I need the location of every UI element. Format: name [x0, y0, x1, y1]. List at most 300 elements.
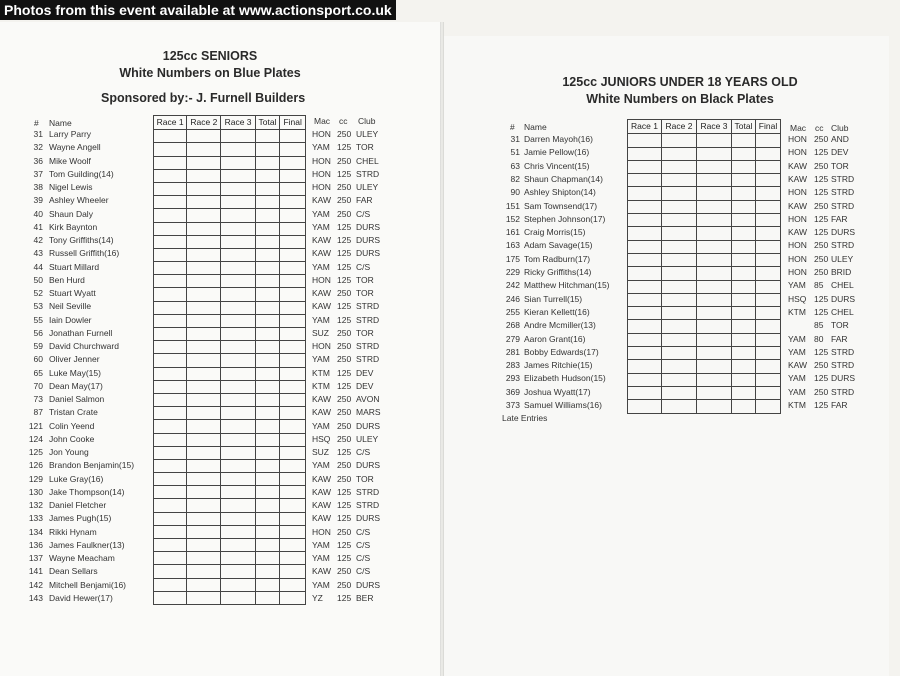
left-score-cell-race1: [154, 262, 187, 275]
left-score-cell-total: [255, 301, 280, 314]
left-score-cell-final: [280, 143, 306, 156]
right-rider-club: TOR: [831, 320, 849, 331]
left-rider-number: 31: [33, 129, 43, 139]
left-rider-club: CHEL: [356, 155, 379, 166]
right-rider-club: TOR: [831, 160, 849, 171]
right-grid-row: [628, 293, 781, 306]
left-score-cell-race1: [154, 156, 187, 169]
left-score-cell-race3: [221, 248, 255, 261]
right-rider-name: Ashley Shipton(14): [524, 187, 596, 198]
left-score-cell-race2: [187, 341, 221, 354]
left-rider-cc: 250: [337, 354, 352, 365]
right-score-cell-final: [756, 333, 781, 346]
right-rider-cc: 125: [814, 187, 829, 198]
right-rider-machine: YAM: [788, 280, 806, 291]
left-score-cell-total: [255, 143, 280, 156]
left-score-cell-race3: [221, 552, 255, 565]
left-grid-row: [154, 222, 306, 235]
left-score-cell-total: [255, 367, 280, 380]
left-rider-machine: KTM: [312, 367, 330, 378]
left-rider-name: Wayne Meacham: [49, 553, 115, 563]
left-rider-cc: 250: [337, 288, 352, 298]
right-rider-cc: 250: [814, 253, 829, 264]
left-rider-cc: 125: [337, 553, 352, 563]
left-grid-row: [154, 169, 306, 182]
right-score-cell-race1: [628, 267, 662, 280]
left-grid-row: [154, 156, 306, 169]
right-grid-row: [628, 253, 781, 266]
left-rider-cc: 125: [337, 274, 352, 285]
right-score-cell-race2: [662, 214, 697, 227]
left-score-cell-final: [280, 459, 306, 472]
right-rider-number: 283: [505, 360, 520, 371]
right-score-cell-total: [732, 200, 756, 213]
left-rider-club: DURS: [356, 235, 381, 245]
left-score-cell-race2: [187, 235, 221, 248]
left-score-cell-race3: [221, 367, 255, 380]
right-grid-row: [628, 373, 781, 386]
left-score-cell-total: [255, 473, 280, 486]
left-score-cell-final: [280, 539, 306, 552]
left-score-cell-total: [255, 341, 280, 354]
right-score-cell-race1: [628, 373, 662, 386]
right-rider-cc: 250: [814, 240, 829, 251]
right-score-cell-race2: [662, 360, 697, 373]
left-score-cell-race2: [187, 420, 221, 433]
left-score-cell-race1: [154, 169, 187, 182]
left-rider-cc: 250: [337, 407, 352, 418]
left-rider-cc: 250: [337, 327, 352, 338]
late-entries-label: Late Entries: [502, 413, 548, 423]
left-rider-number: 73: [33, 394, 43, 404]
right-grid-row: [628, 333, 781, 346]
left-score-cell-total: [255, 525, 280, 538]
right-rider-name: Chris Vincent(15): [524, 160, 590, 171]
left-rider-club: BER: [356, 592, 374, 603]
right-rider-number: 63: [510, 160, 520, 171]
right-rider-machine: YAM: [788, 373, 806, 384]
left-score-cell-race2: [187, 565, 221, 578]
right-score-cell-race3: [697, 174, 732, 187]
right-score-cell-race2: [662, 200, 697, 213]
left-rider-number: 40: [33, 208, 43, 219]
right-rider-name: Bobby Edwards(17): [524, 346, 599, 357]
right-grid-row: [628, 200, 781, 213]
left-score-cell-race3: [221, 156, 255, 169]
left-rider-name: Ben Hurd: [49, 274, 85, 285]
right-score-cell-total: [732, 134, 756, 147]
left-rider-machine: KAW: [312, 301, 332, 312]
left-score-cell-race3: [221, 341, 255, 354]
left-score-cell-race2: [187, 196, 221, 209]
left-score-cell-race3: [221, 486, 255, 499]
left-hdr-total: Total: [255, 116, 280, 130]
left-rider-club: TOR: [356, 274, 374, 285]
left-rider-name: Tom Guilding(14): [49, 168, 114, 179]
left-grid-row: [154, 367, 306, 380]
left-rider-machine: YAM: [312, 460, 330, 471]
left-score-cell-final: [280, 169, 306, 182]
right-rider-number: 82: [510, 173, 520, 184]
left-rider-name: Kirk Baynton: [49, 221, 98, 232]
right-rider-name: Andre Mcmiller(13): [524, 320, 596, 331]
left-rider-name: Russell Griffith(16): [49, 248, 120, 259]
right-score-cell-final: [756, 134, 781, 147]
right-score-cell-final: [756, 347, 781, 360]
right-score-cell-race2: [662, 134, 697, 147]
right-rider-number: 242: [505, 280, 520, 291]
right-grid-row: [628, 320, 781, 333]
left-score-cell-race2: [187, 512, 221, 525]
right-score-cell-race3: [697, 386, 732, 399]
left-hdr-cc: cc: [339, 116, 348, 126]
right-rider-name: Sam Townsend(17): [524, 200, 598, 211]
left-score-cell-race2: [187, 591, 221, 604]
right-score-cell-race3: [697, 333, 732, 346]
left-score-cell-race1: [154, 578, 187, 591]
left-rider-cc: 125: [337, 539, 352, 550]
left-rider-cc: 250: [337, 208, 352, 219]
right-hdr-mac: Mac: [790, 123, 807, 133]
left-score-cell-race3: [221, 209, 255, 222]
left-rider-name: Oliver Jenner: [49, 354, 100, 365]
right-grid-row: [628, 280, 781, 293]
left-rider-number: 126: [28, 460, 43, 471]
left-score-cell-race3: [221, 525, 255, 538]
left-score-cell-final: [280, 473, 306, 486]
left-score-cell-race1: [154, 473, 187, 486]
right-rider-name: Joshua Wyatt(17): [524, 386, 591, 397]
right-rider-machine: YAM: [788, 333, 806, 344]
right-score-cell-total: [732, 253, 756, 266]
left-score-cell-final: [280, 182, 306, 195]
left-score-cell-final: [280, 288, 306, 301]
left-score-cell-race2: [187, 354, 221, 367]
left-rider-number: 121: [28, 420, 43, 431]
left-score-cell-race2: [187, 393, 221, 406]
right-score-cell-race3: [697, 347, 732, 360]
left-score-cell-race2: [187, 486, 221, 499]
left-rider-club: ULEY: [356, 433, 379, 444]
left-rider-name: Stuart Millard: [49, 261, 100, 272]
left-rider-machine: KAW: [312, 473, 332, 484]
left-rider-number: 70: [33, 380, 43, 391]
left-rider-number: 143: [28, 592, 43, 603]
right-score-cell-total: [732, 187, 756, 200]
left-rider-cc: 125: [337, 314, 352, 325]
left-score-cell-total: [255, 552, 280, 565]
left-rider-club: C/S: [356, 553, 371, 563]
right-score-cell-final: [756, 253, 781, 266]
right-rider-number: 163: [505, 240, 520, 251]
left-rider-machine: KTM: [312, 380, 330, 391]
right-rider-name: Jamie Pellow(16): [524, 147, 590, 158]
left-grid-row: [154, 248, 306, 261]
right-rider-name: James Ritchie(15): [524, 360, 593, 371]
left-rider-club: DEV: [356, 380, 374, 391]
left-rider-cc: 250: [337, 473, 352, 484]
left-rider-club: C/S: [356, 566, 371, 577]
right-score-cell-race3: [697, 214, 732, 227]
left-grid-row: [154, 275, 306, 288]
left-rider-machine: HON: [312, 155, 331, 166]
left-rider-number: 55: [33, 314, 43, 325]
left-rider-name: Rikki Hynam: [49, 526, 97, 537]
left-rider-number: 36: [33, 155, 43, 166]
right-score-cell-final: [756, 400, 781, 413]
right-rider-name: Shaun Chapman(14): [524, 173, 603, 184]
left-score-cell-race3: [221, 328, 255, 341]
left-rider-number: 129: [28, 473, 43, 484]
left-score-cell-race3: [221, 446, 255, 459]
left-rider-number: 43: [33, 248, 43, 259]
left-rider-number: 141: [28, 566, 43, 577]
left-rider-name: Jake Thompson(14): [49, 486, 125, 497]
right-score-cell-race1: [628, 253, 662, 266]
left-score-cell-race1: [154, 420, 187, 433]
right-score-cell-final: [756, 373, 781, 386]
left-rider-machine: YAM: [312, 539, 330, 550]
left-rider-cc: 250: [337, 420, 352, 431]
left-grid-row: [154, 578, 306, 591]
left-score-cell-final: [280, 512, 306, 525]
left-grid-row: [154, 446, 306, 459]
right-score-cell-race3: [697, 187, 732, 200]
right-rider-cc: 250: [814, 160, 829, 171]
left-rider-number: 37: [33, 168, 43, 179]
left-rider-cc: 125: [337, 235, 352, 245]
left-rider-name: Daniel Salmon: [49, 394, 105, 404]
left-hdr-club: Club: [358, 116, 376, 126]
left-score-cell-race2: [187, 143, 221, 156]
right-score-cell-race2: [662, 174, 697, 187]
left-score-cell-total: [255, 156, 280, 169]
right-score-cell-total: [732, 347, 756, 360]
right-rider-number: 161: [505, 227, 520, 238]
right-score-cell-total: [732, 400, 756, 413]
right-grid-row: [628, 174, 781, 187]
left-grid-row: [154, 591, 306, 604]
right-score-cell-race3: [697, 134, 732, 147]
right-rider-club: FAR: [831, 400, 848, 410]
left-rider-machine: YAM: [312, 142, 330, 153]
left-rider-machine: KAW: [312, 407, 332, 418]
left-score-cell-race2: [187, 248, 221, 261]
left-grid-row: [154, 525, 306, 538]
left-grid-row: [154, 459, 306, 472]
left-rider-name: Larry Parry: [49, 129, 92, 139]
left-score-cell-final: [280, 499, 306, 512]
right-rider-club: STRD: [831, 187, 855, 198]
right-rider-cc: 125: [814, 373, 829, 384]
right-score-cell-race2: [662, 267, 697, 280]
left-score-cell-final: [280, 486, 306, 499]
left-grid-row: [154, 196, 306, 209]
left-rider-club: C/S: [356, 526, 371, 537]
left-score-cell-race1: [154, 499, 187, 512]
left-score-cell-race2: [187, 459, 221, 472]
left-score-cell-race1: [154, 459, 187, 472]
right-score-cell-race3: [697, 293, 732, 306]
left-score-cell-final: [280, 301, 306, 314]
right-rider-club: CHEL: [831, 280, 854, 291]
left-score-cell-race2: [187, 130, 221, 143]
left-rider-name: Dean May(17): [49, 380, 103, 391]
left-rider-club: TOR: [356, 142, 374, 153]
left-rider-name: Luke May(15): [49, 367, 101, 378]
left-score-cell-race1: [154, 525, 187, 538]
left-score-cell-total: [255, 393, 280, 406]
left-rider-number: 87: [33, 407, 43, 418]
right-rider-number: 151: [505, 200, 520, 211]
left-score-cell-race2: [187, 433, 221, 446]
right-rider-number: 175: [505, 253, 520, 264]
right-hdr-num: #: [510, 122, 515, 132]
left-rider-machine: YAM: [312, 261, 330, 272]
right-grid-row: [628, 227, 781, 240]
right-hdr-race3: Race 3: [697, 120, 732, 134]
right-rider-club: ULEY: [831, 253, 854, 264]
left-rider-machine: HSQ: [312, 433, 331, 444]
right-rider-name: Stephen Johnson(17): [524, 213, 606, 224]
left-rider-club: DURS: [356, 221, 381, 232]
right-score-cell-total: [732, 373, 756, 386]
left-score-cell-race2: [187, 552, 221, 565]
left-grid-row: [154, 512, 306, 525]
right-rider-cc: 125: [814, 173, 829, 184]
right-score-cell-race2: [662, 347, 697, 360]
right-score-cell-race2: [662, 307, 697, 320]
right-rider-club: STRD: [831, 200, 855, 211]
left-score-cell-total: [255, 591, 280, 604]
left-score-cell-race3: [221, 459, 255, 472]
right-hdr-club: Club: [831, 123, 849, 133]
right-rider-name: Tom Radburn(17): [524, 253, 591, 264]
right-rider-name: Craig Morris(15): [524, 227, 586, 238]
left-rider-machine: KAW: [312, 235, 332, 245]
left-rider-number: 134: [28, 526, 43, 537]
left-score-cell-race1: [154, 235, 187, 248]
left-score-cell-total: [255, 248, 280, 261]
left-rider-machine: HON: [312, 341, 331, 351]
right-rider-name: Darren Mayoh(16): [524, 134, 593, 144]
left-grid-row: [154, 314, 306, 327]
left-grid-row: [154, 235, 306, 248]
left-score-cell-race2: [187, 209, 221, 222]
right-score-cell-race1: [628, 200, 662, 213]
right-score-cell-total: [732, 386, 756, 399]
left-rider-name: Dean Sellars: [49, 566, 98, 577]
right-grid-row: [628, 267, 781, 280]
left-rider-club: DURS: [356, 513, 381, 524]
left-rider-cc: 125: [337, 261, 352, 272]
left-score-cell-race1: [154, 222, 187, 235]
left-hdr-final: Final: [280, 116, 306, 130]
left-score-cell-race1: [154, 130, 187, 143]
left-rider-cc: 250: [337, 182, 352, 192]
left-grid-row: [154, 486, 306, 499]
left-rider-number: 32: [33, 142, 43, 153]
right-rider-cc: 125: [814, 147, 829, 158]
left-grid-row: [154, 393, 306, 406]
left-grid-row: [154, 565, 306, 578]
left-class-subtitle: White Numbers on Blue Plates: [119, 66, 301, 80]
right-rider-machine: KAW: [788, 173, 808, 184]
left-grid-row: [154, 499, 306, 512]
right-score-cell-race3: [697, 227, 732, 240]
left-grid-row: [154, 380, 306, 393]
left-score-cell-race3: [221, 565, 255, 578]
left-rider-name: Mike Woolf: [49, 155, 91, 166]
left-grid-row: [154, 473, 306, 486]
left-score-cell-race3: [221, 182, 255, 195]
right-grid-row: [628, 134, 781, 147]
right-score-cell-race2: [662, 280, 697, 293]
right-rider-club: BRID: [831, 267, 852, 277]
left-rider-cc: 125: [337, 486, 352, 497]
right-score-cell-race2: [662, 320, 697, 333]
left-score-cell-race1: [154, 380, 187, 393]
right-rider-club: DURS: [831, 373, 856, 384]
right-score-cell-race1: [628, 174, 662, 187]
right-rider-number: 255: [505, 306, 520, 317]
right-rider-machine: HON: [788, 147, 807, 158]
left-rider-number: 125: [28, 447, 43, 457]
right-rider-club: DURS: [831, 293, 856, 304]
page-spine: [440, 22, 444, 676]
left-rider-number: 42: [33, 235, 43, 245]
left-rider-cc: 125: [337, 367, 352, 378]
right-rider-club: DURS: [831, 227, 856, 238]
left-score-cell-race2: [187, 182, 221, 195]
left-grid-row: [154, 262, 306, 275]
right-score-cell-race1: [628, 400, 662, 413]
left-score-cell-final: [280, 380, 306, 393]
left-rider-machine: SUZ: [312, 327, 329, 338]
left-score-cell-final: [280, 248, 306, 261]
left-rider-name: Colin Yeend: [49, 420, 95, 431]
left-score-cell-race2: [187, 156, 221, 169]
left-score-cell-total: [255, 512, 280, 525]
right-score-cell-race3: [697, 360, 732, 373]
left-rider-number: 130: [28, 486, 43, 497]
right-hdr-total: Total: [732, 120, 756, 134]
left-grid-row: [154, 552, 306, 565]
right-rider-number: 293: [505, 373, 520, 384]
left-rider-name: Stuart Wyatt: [49, 288, 96, 298]
left-rider-machine: SUZ: [312, 447, 329, 457]
left-rider-club: DURS: [356, 579, 381, 590]
right-score-cell-final: [756, 227, 781, 240]
left-score-cell-final: [280, 235, 306, 248]
right-rider-machine: HON: [788, 213, 807, 224]
left-rider-club: AVON: [356, 394, 380, 404]
left-rider-cc: 125: [337, 142, 352, 153]
left-rider-club: DURS: [356, 248, 381, 259]
left-score-cell-final: [280, 341, 306, 354]
left-score-cell-race3: [221, 499, 255, 512]
left-score-cell-race1: [154, 209, 187, 222]
left-score-cell-total: [255, 235, 280, 248]
left-rider-club: C/S: [356, 539, 371, 550]
left-rider-machine: YAM: [312, 579, 330, 590]
left-score-cell-final: [280, 552, 306, 565]
right-score-cell-final: [756, 320, 781, 333]
right-score-cell-race3: [697, 160, 732, 173]
right-rider-club: DEV: [831, 147, 849, 158]
left-rider-machine: KAW: [312, 288, 332, 298]
right-score-cell-total: [732, 174, 756, 187]
